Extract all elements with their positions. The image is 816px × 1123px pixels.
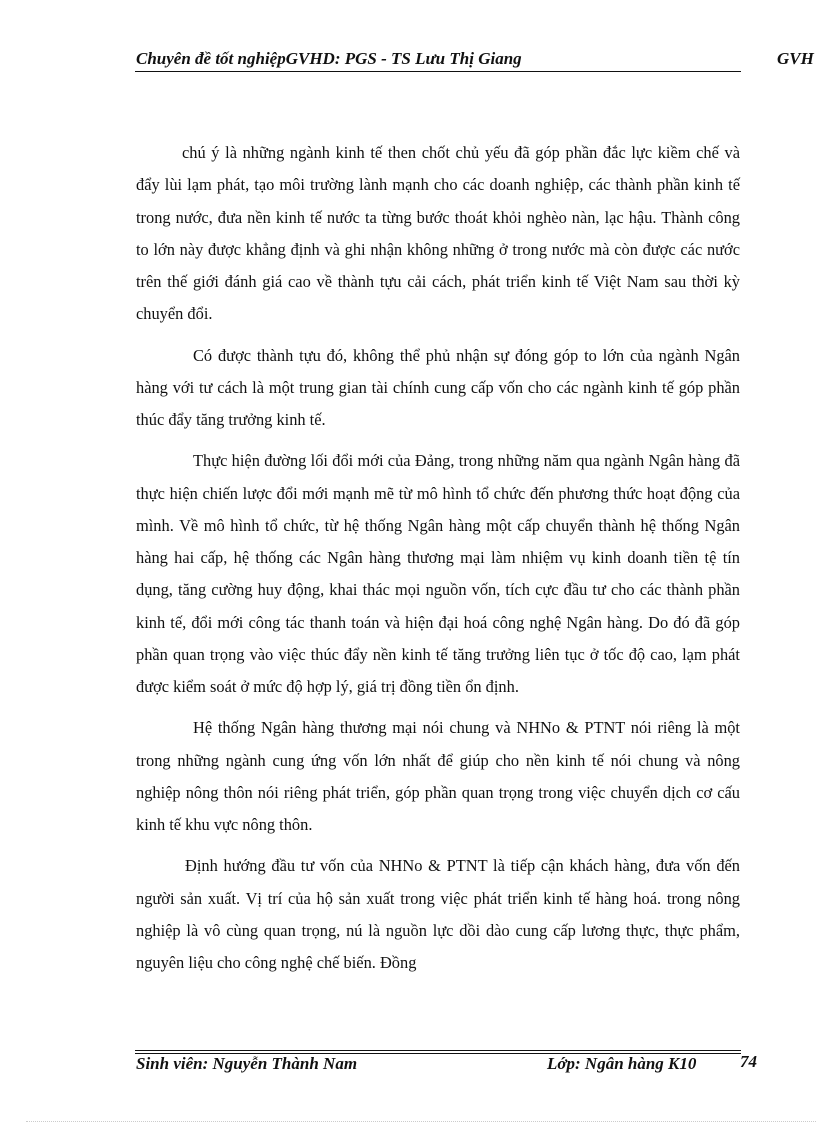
footer-student-name: Sinh viên: Nguyễn Thành Nam xyxy=(136,1054,358,1073)
footer-class-name: Lớp: Ngân hàng K10 xyxy=(547,1054,697,1073)
paragraph-2: Có được thành tựu đó, không thể phủ nhận sự đóng góp to lớn của ngành Ngân hàng với tư cách là một trung gian tài chính cung cấp vốn cho các ngành kinh tế góp phần thúc đẩy tăng trưởng kinh tế. xyxy=(136,345,740,430)
paragraph-4: Hệ thống Ngân hàng thương mại nói chung và NHNo & PTNT nói riêng là một trong những ngành cung ứng vốn lớn nhất để giúp cho nền kinh tế nói chung và nông nghiệp nông thôn nói riêng phát triển, góp phần quan trọng trong việc chuyển dịch cơ cấu kinh tế khu vực nông thôn. xyxy=(136,718,740,835)
paragraph-5: Định hướng đầu tư vốn của NHNo & PTNT là tiếp cận khách hàng, đưa vốn đến người sản xuất. Vị trí của hộ sản xuất trong việc phát triển kinh tế hàng hoá. trong nông nghiệp là vô cùng quan trọng, nú là nguồn lực dồi dào cung cấp lương thực, thực phẩm, nguyên liệu cho công nghệ chế biến. Đồng xyxy=(136,856,740,973)
paragraph-1: chú ý là những ngành kinh tế then chốt chủ yếu đã góp phần đắc lực kiềm chế và đẩy lùi lạm phát, tạo môi trường lành mạnh cho các doanh nghiệp, các thành phần kinh tế trong nước, đưa nền kinh tế nước ta từng bước thoát khỏi nghèo nàn, lạc hậu. Thành công to lớn này được khẳng định và ghi nhận không những ở trong nước mà còn được các nước trên thế giới đánh giá cao về thành tựu cải cách, phát triển kinh tế Việt Nam sau thời kỳ chuyển đổi. xyxy=(136,143,740,324)
header-truncated-text: GVH xyxy=(777,49,814,68)
header-title: Chuyên đề tốt nghiệpGVHD: PGS - TS Lưu Thị Giang xyxy=(136,49,522,68)
page-edge-divider xyxy=(26,1121,816,1122)
footer-divider-top xyxy=(135,1050,741,1051)
paragraph-3: Thực hiện đường lối đổi mới của Đảng, trong những năm qua ngành Ngân hàng đã thực hiện chiến lược đổi mới mạnh mẽ từ mô hình tổ chức đến phương thức hoạt động của mình. Về mô hình tổ chức, từ hệ thống Ngân hàng một cấp chuyển thành hệ thống Ngân hàng hai cấp, hệ thống các Ngân hàng thương mại làm nhiệm vụ kinh doanh tiền tệ tín dụng, tăng cường huy động, khai thác mọi nguồn vốn, tích cực đầu tư cho các thành phần kinh tế, đổi mới công tác thanh toán và hiện đại hoá công nghệ Ngân hàng. Do đó đã góp phần quan trọng vào việc thúc đẩy nền kinh tế tăng trưởng liên tục ở tốc độ cao, lạm phát được kiểm soát ở mức độ hợp lý, giá trị đồng tiền ổn định. xyxy=(136,451,740,697)
body-text xyxy=(136,137,740,988)
page-number: 74 xyxy=(740,1052,757,1071)
header-divider xyxy=(135,71,741,72)
